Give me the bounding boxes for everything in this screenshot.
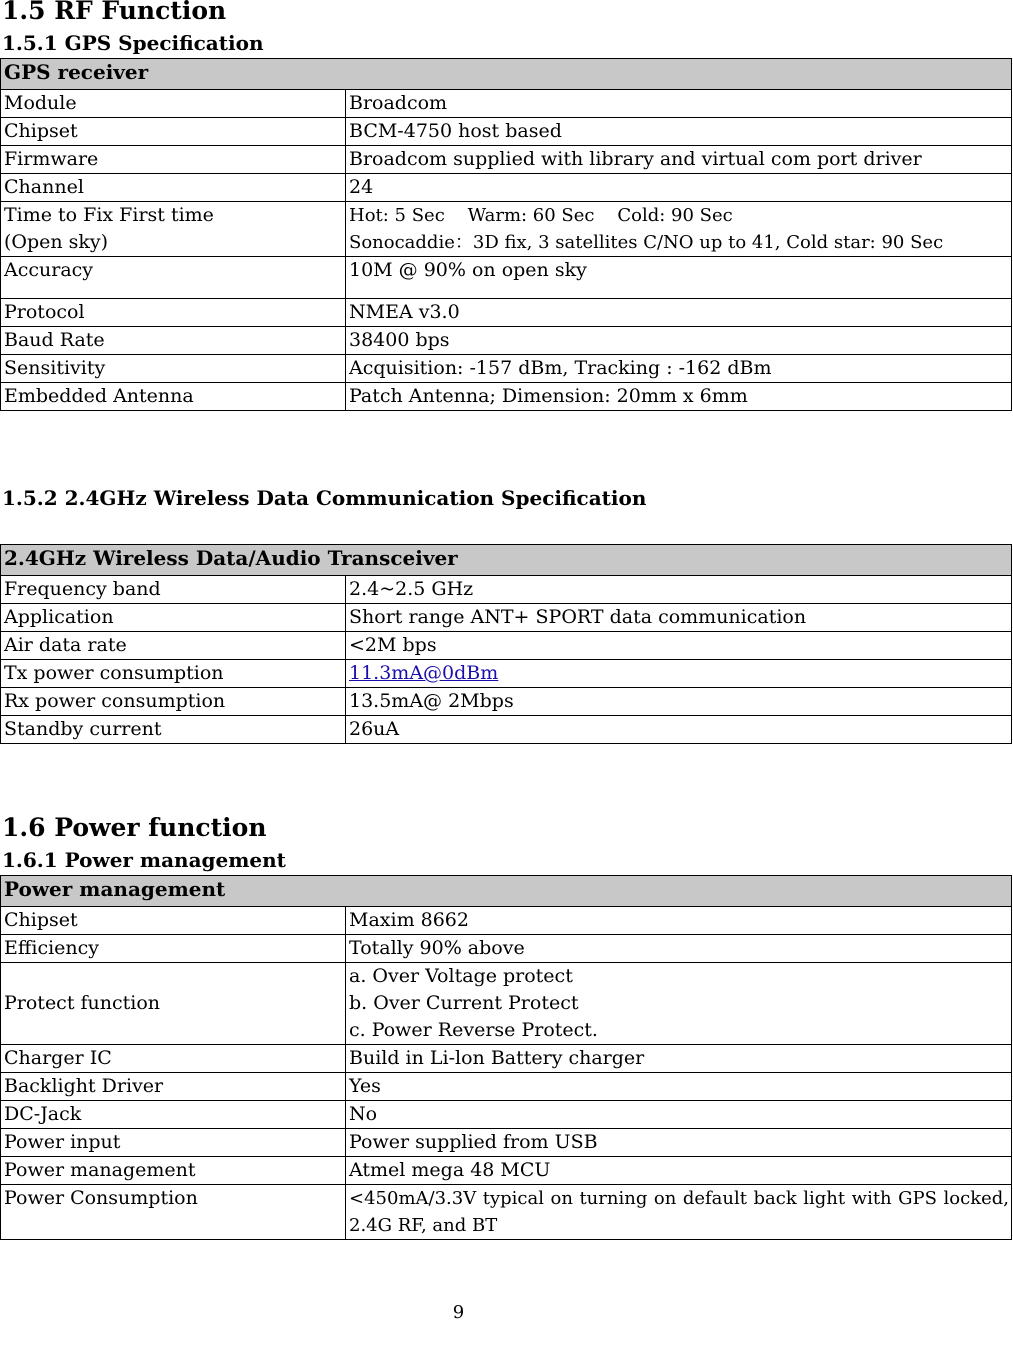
row-label: Power management — [1, 1157, 346, 1185]
table-row — [1, 716, 1012, 744]
row-value: <2M bps — [346, 632, 1012, 660]
table-row — [1, 1101, 1012, 1129]
row-label: Embedded Antenna — [1, 383, 346, 411]
row-value: Atmel mega 48 MCU — [346, 1157, 1012, 1185]
row-value: Broadcom supplied with library and virtual com port driver — [346, 146, 1012, 174]
row-label: Module — [1, 90, 346, 118]
table-row — [1, 299, 1012, 327]
row-label: Power input — [1, 1129, 346, 1157]
table-row — [1, 202, 1012, 257]
row-label: Protocol — [1, 299, 346, 327]
row-label: Charger IC — [1, 1045, 346, 1073]
ttff-value-line1: Hot: 5 Sec Warm: 60 Sec Cold: 90 Sec — [349, 205, 733, 226]
protect-line: c. Power Reverse Protect. — [349, 1019, 598, 1041]
row-value: Maxim 8662 — [346, 907, 1012, 935]
row-label: DC-Jack — [1, 1101, 346, 1129]
protect-line: b. Over Current Protect — [349, 992, 579, 1014]
row-value: 24 — [346, 174, 1012, 202]
row-label: Channel — [1, 174, 346, 202]
gps-spec-table — [0, 58, 1012, 411]
row-value — [346, 963, 1012, 1045]
row-label: Air data rate — [1, 632, 346, 660]
row-value: No — [346, 1101, 1012, 1129]
table-row — [1, 632, 1012, 660]
table-row — [1, 118, 1012, 146]
table-row — [1, 660, 1012, 688]
row-label: Frequency band — [1, 576, 346, 604]
row-value: Power supplied from USB — [346, 1129, 1012, 1157]
row-value — [346, 202, 1012, 257]
table-row — [1, 963, 1012, 1045]
protect-line: a. Over Voltage protect — [349, 965, 573, 987]
row-value: Broadcom — [346, 90, 1012, 118]
table-header: Power management — [1, 876, 1012, 907]
row-label: Standby current — [1, 716, 346, 744]
table-row — [1, 1129, 1012, 1157]
power-spec-table — [0, 875, 1012, 1240]
table-header: 2.4GHz Wireless Data/Audio Transceiver — [1, 545, 1012, 576]
row-value: BCM-4750 host based — [346, 118, 1012, 146]
row-label: Chipset — [1, 118, 346, 146]
table-row — [1, 146, 1012, 174]
row-value: Yes — [346, 1073, 1012, 1101]
row-label: Tx power consumption — [1, 660, 346, 688]
table-row — [1, 604, 1012, 632]
row-value: Acquisition: -157 dBm, Tracking : -162 dBm — [346, 355, 1012, 383]
subsection-title-gps: 1.5.1 GPS Specification — [2, 31, 264, 55]
table-row — [1, 1157, 1012, 1185]
row-label: Efficiency — [1, 935, 346, 963]
table-row — [1, 174, 1012, 202]
row-value: NMEA v3.0 — [346, 299, 1012, 327]
row-label: Sensitivity — [1, 355, 346, 383]
section-title-power-function: 1.6 Power function — [2, 813, 267, 842]
section-title-rf-function: 1.5 RF Function — [2, 0, 227, 25]
row-value: <450mA/3.3V typical on turning on default back light with GPS locked, 2.4G RF, and BT — [346, 1185, 1012, 1240]
row-value: 10M @ 90% on open sky — [346, 257, 1012, 299]
table-row — [1, 90, 1012, 118]
row-value: 13.5mA@ 2Mbps — [346, 688, 1012, 716]
table-header: GPS receiver — [1, 59, 1012, 90]
row-value: Build in Li-lon Battery charger — [346, 1045, 1012, 1073]
row-label: Backlight Driver — [1, 1073, 346, 1101]
table-row — [1, 576, 1012, 604]
table-row — [1, 257, 1012, 299]
row-value: 2.4~2.5 GHz — [346, 576, 1012, 604]
row-label: Protect function — [1, 963, 346, 1045]
ttff-label-line2: (Open sky) — [4, 231, 109, 253]
row-value: 26uA — [346, 716, 1012, 744]
row-label: Application — [1, 604, 346, 632]
ttff-label-line1: Time to Fix First time — [4, 204, 214, 226]
table-row — [1, 907, 1012, 935]
row-value: Short range ANT+ SPORT data communication — [346, 604, 1012, 632]
page-number: 9 — [452, 1302, 465, 1323]
row-label: Rx power consumption — [1, 688, 346, 716]
table-row — [1, 1045, 1012, 1073]
row-label: Baud Rate — [1, 327, 346, 355]
subsection-title-power-management: 1.6.1 Power management — [2, 848, 286, 872]
subsection-title-wireless: 1.5.2 2.4GHz Wireless Data Communication Specification — [2, 486, 647, 510]
table-row — [1, 1073, 1012, 1101]
table-row — [1, 688, 1012, 716]
row-label: Accuracy — [1, 257, 346, 299]
row-label: Chipset — [1, 907, 346, 935]
table-row — [1, 383, 1012, 411]
row-label: Firmware — [1, 146, 346, 174]
row-value — [346, 660, 1012, 688]
row-value: Totally 90% above — [346, 935, 1012, 963]
table-row — [1, 935, 1012, 963]
table-row — [1, 1185, 1012, 1240]
table-row — [1, 355, 1012, 383]
row-label: Power Consumption — [1, 1185, 346, 1240]
row-label — [1, 202, 346, 257]
row-value: Patch Antenna; Dimension: 20mm x 6mm — [346, 383, 1012, 411]
table-row — [1, 327, 1012, 355]
tx-power-link[interactable]: 11.3mA@0dBm — [349, 662, 499, 684]
row-value: 38400 bps — [346, 327, 1012, 355]
wireless-spec-table — [0, 544, 1012, 744]
ttff-value-line2: Sonocaddie：3D fix, 3 satellites C/NO up to 41, Cold star: 90 Sec — [349, 232, 944, 253]
